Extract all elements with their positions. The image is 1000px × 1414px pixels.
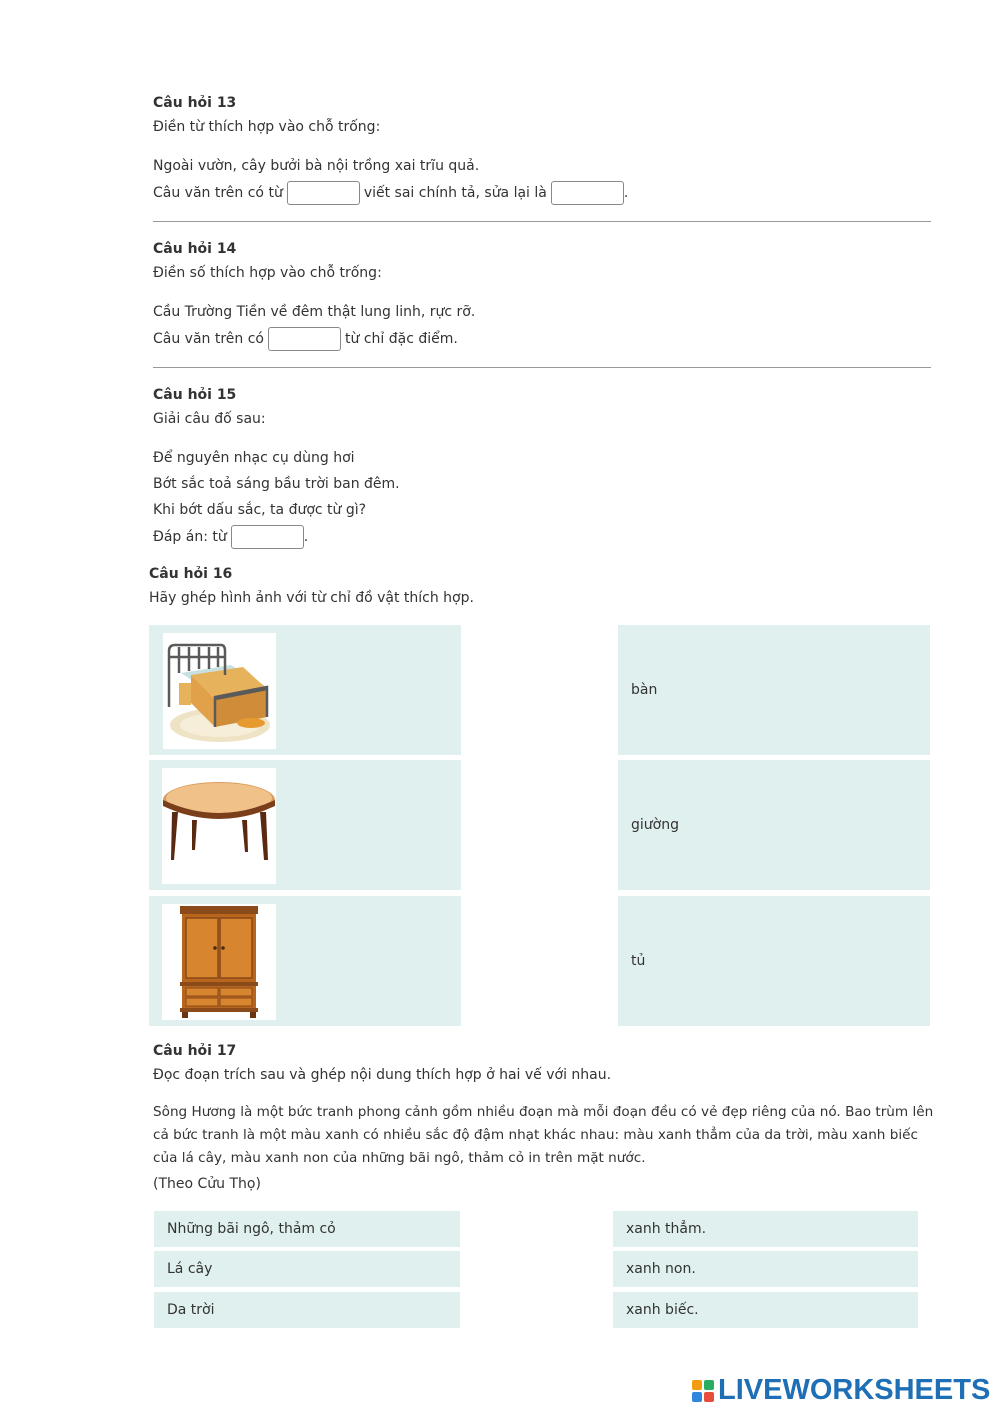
q14-prompt-after: từ chỉ đặc điểm. xyxy=(345,331,458,347)
bed-image xyxy=(163,633,276,749)
q13-prompt-after: . xyxy=(623,185,629,201)
q13-answer-field-1[interactable] xyxy=(287,181,360,205)
q17-left-item[interactable] xyxy=(154,1251,460,1287)
q17-passage-line: Sông Hương là một bức tranh phong cảnh gồm nhiều đoạn mà mỗi đoạn đều có vẻ đẹp riêng của nó. Bao trùm lên xyxy=(153,1104,934,1120)
q14-prompt-before: Câu văn trên có xyxy=(153,331,265,347)
q16-title: Câu hỏi 16 xyxy=(149,566,233,582)
q17-passage-line: của lá cây, màu xanh non của những bãi ngô, thảm cỏ in trên mặt nước. xyxy=(153,1150,646,1166)
q16-instruction: Hãy ghép hình ảnh với từ chỉ đồ vật thích hợp. xyxy=(149,590,474,606)
q13-prompt-before: Câu văn trên có từ xyxy=(153,185,283,201)
q14-prompt xyxy=(153,327,458,351)
q15-answer-field[interactable] xyxy=(231,525,304,549)
q17-right-label: xanh thẳm. xyxy=(626,1221,707,1237)
q14-sentence: Cầu Trường Tiền về đêm thật lung linh, rực rỡ. xyxy=(153,304,476,320)
liveworksheets-logo xyxy=(692,1374,990,1407)
q16-image-card-table[interactable] xyxy=(149,760,461,890)
logo-grid-icon xyxy=(692,1380,714,1402)
q17-right-label: xanh biếc. xyxy=(626,1302,699,1318)
q13-instruction: Điền từ thích hợp vào chỗ trống: xyxy=(153,119,381,135)
q16-word-label: giường xyxy=(631,817,679,833)
q17-right-label: xanh non. xyxy=(626,1261,696,1277)
q17-right-item[interactable] xyxy=(613,1292,918,1328)
q15-title: Câu hỏi 15 xyxy=(153,387,237,403)
q15-prompt-after: . xyxy=(303,529,309,545)
q17-passage xyxy=(153,1101,933,1170)
q13-answer-field-2[interactable] xyxy=(551,181,624,205)
q16-image-card-bed[interactable] xyxy=(149,625,461,755)
q14-instruction: Điền số thích hợp vào chỗ trống: xyxy=(153,265,382,281)
q17-left-item[interactable] xyxy=(154,1292,460,1328)
q17-right-item[interactable] xyxy=(613,1211,918,1247)
q15-prompt-before: Đáp án: từ xyxy=(153,529,227,545)
q14-answer-field[interactable] xyxy=(268,327,341,351)
q17-left-label: Lá cây xyxy=(167,1261,213,1277)
wardrobe-image xyxy=(162,904,276,1020)
q17-passage-line: cả bức tranh là một màu xanh có nhiều sắc độ đậm nhạt khác nhau: màu xanh thẳm của da trời, màu xanh biếc xyxy=(153,1127,918,1143)
q15-instruction: Giải câu đố sau: xyxy=(153,411,266,427)
divider xyxy=(153,221,931,222)
q16-image-card-wardrobe[interactable] xyxy=(149,896,461,1026)
q16-word-card[interactable] xyxy=(618,896,930,1026)
q15-riddle-line: Bớt sắc toả sáng bầu trời ban đêm. xyxy=(153,476,400,492)
q17-left-label: Những bãi ngô, thảm cỏ xyxy=(167,1221,336,1237)
q15-riddle-line: Để nguyên nhạc cụ dùng hơi xyxy=(153,450,355,466)
q13-sentence: Ngoài vườn, cây bưởi bà nội trồng xai trĩu quả. xyxy=(153,158,480,174)
q17-left-item[interactable] xyxy=(154,1211,460,1247)
q15-prompt xyxy=(153,525,308,549)
q17-right-item[interactable] xyxy=(613,1251,918,1287)
q16-word-label: tủ xyxy=(631,953,646,969)
q14-title: Câu hỏi 14 xyxy=(153,241,237,257)
q16-word-card[interactable] xyxy=(618,760,930,890)
q16-word-card[interactable] xyxy=(618,625,930,755)
divider xyxy=(153,367,931,368)
q15-riddle-line: Khi bớt dấu sắc, ta được từ gì? xyxy=(153,502,367,518)
q17-instruction: Đọc đoạn trích sau và ghép nội dung thích hợp ở hai vế với nhau. xyxy=(153,1067,612,1083)
q17-title: Câu hỏi 17 xyxy=(153,1043,237,1059)
logo-text: LIVEWORKSHEETS xyxy=(718,1374,991,1406)
q17-source: (Theo Cửu Thọ) xyxy=(153,1176,261,1192)
table-image xyxy=(162,768,276,884)
q16-word-label: bàn xyxy=(631,682,658,698)
q13-title: Câu hỏi 13 xyxy=(153,95,237,111)
q13-prompt xyxy=(153,181,628,205)
q13-prompt-middle: viết sai chính tả, sửa lại là xyxy=(363,185,547,201)
q17-left-label: Da trời xyxy=(167,1302,215,1318)
